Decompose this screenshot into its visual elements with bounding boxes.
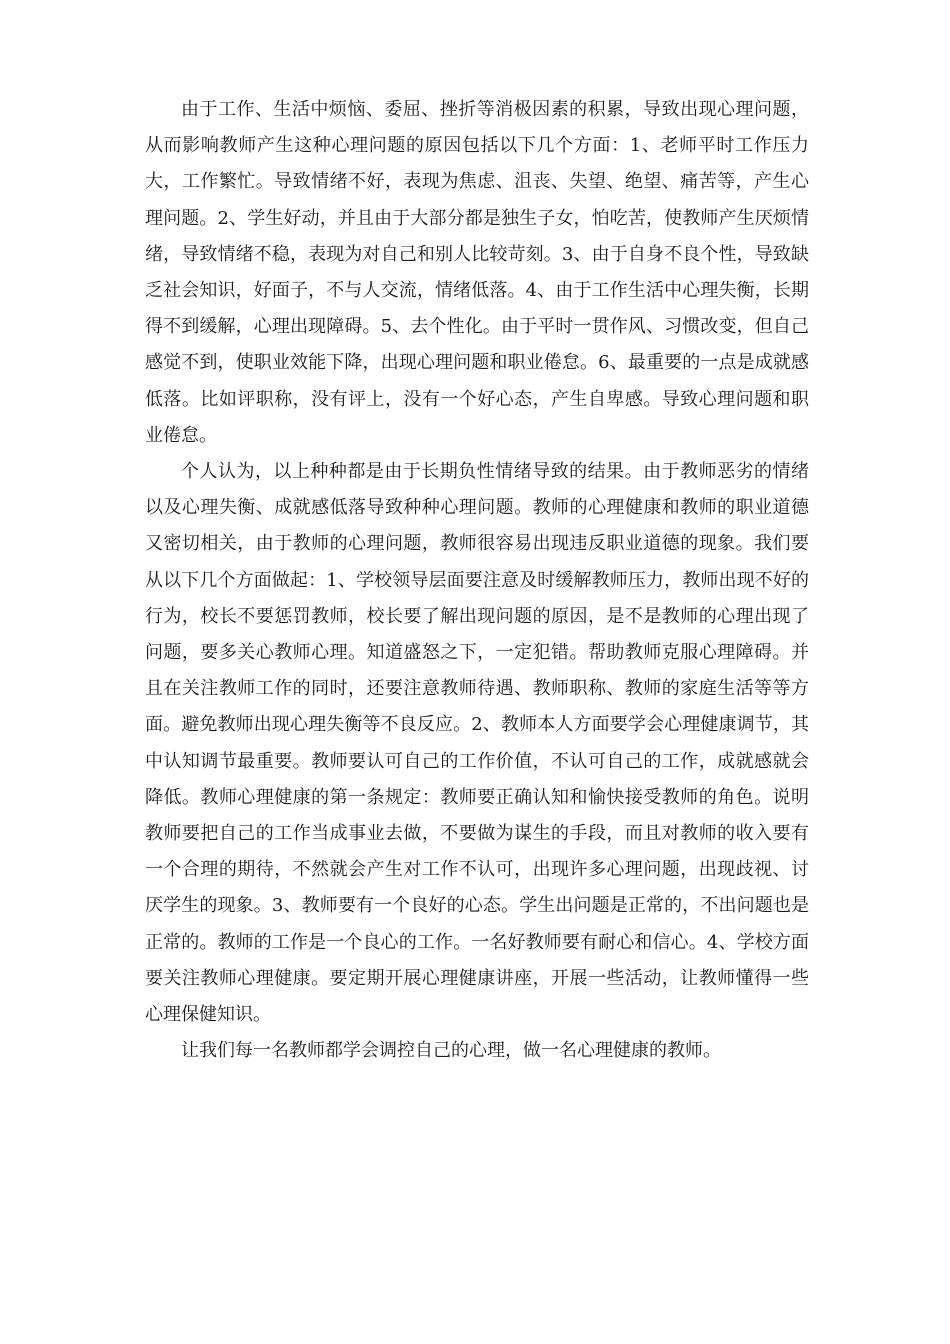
paragraph-measures: 个人认为，以上种种都是由于长期负性情绪导致的结果。由于教师恶劣的情绪以及心理失衡、成就感低落导致种种心理问题。教师的心理健康和教师的职业道德又密切相关，由于教师的心理问题，教师很容易出现违反职业道德的现象。我们要从以下几个方面做起：1、学校领导层面要注意及时缓解教师压力，教师出现不好的行为，校长不要惩罚教师，校长要了解出现问题的原因，是不是教师的心理出现了问题，要多关心教师心理。知道盛怒之下，一定犯错。帮助教师克服心理障碍。并且在关注教师工作的同时，还要注意教师待遇、教师职称、教师的家庭生活等等方面。避免教师出现心理失衡等不良反应。2、教师本人方面要学会心理健康调节，其中认知调节最重要。教师要认可自己的工作价值，不认可自己的工作，成就感就会降低。教师心理健康的第一条规定：教师要正确认知和愉快接受教师的角色。说明教师要把自己的工作当成事业去做，不要做为谋生的手段，而且对教师的收入要有一个合理的期待，不然就会产生对工作不认可，出现许多心理问题，出现歧视、讨厌学生的现象。3、教师要有一个良好的心态。学生出问题是正常的，不出问题也是正常的。教师的工作是一个良心的工作。一名好教师要有耐心和信心。4、学校方面要关注教师心理健康。要定期开展心理健康讲座，开展一些活动，让教师懂得一些心理保健知识。 — [145, 461, 809, 1026]
document-body — [145, 92, 809, 1069]
paragraph-conclusion: 让我们每一名教师都学会调控自己的心理，做一名心理健康的教师。 — [181, 1040, 721, 1062]
paragraph-causes: 由于工作、生活中烦恼、委屈、挫折等消极因素的积累，导致出现心理问题，从而影响教师产生这种心理问题的原因包括以下几个方面：1、老师平时工作压力大，工作繁忙。导致情绪不好，表现为焦虑、沮丧、失望、绝望、痛苦等，产生心理问题。2、学生好动，并且由于大部分都是独生子女，怕吃苦，使教师产生厌烦情绪，导致情绪不稳，表现为对自己和别人比较苛刻。3、由于自身不良个性，导致缺乏社会知识，好面子，不与人交流，情绪低落。4、由于工作生活中心理失衡，长期得不到缓解，心理出现障碍。5、去个性化。由于平时一贯作风、习惯改变，但自己感觉不到，使职业效能下降，出现心理问题和职业倦怠。6、最重要的一点是成就感低落。比如评职称，没有评上，没有一个好心态，产生自卑感。导致心理问题和职业倦怠。 — [145, 99, 809, 446]
